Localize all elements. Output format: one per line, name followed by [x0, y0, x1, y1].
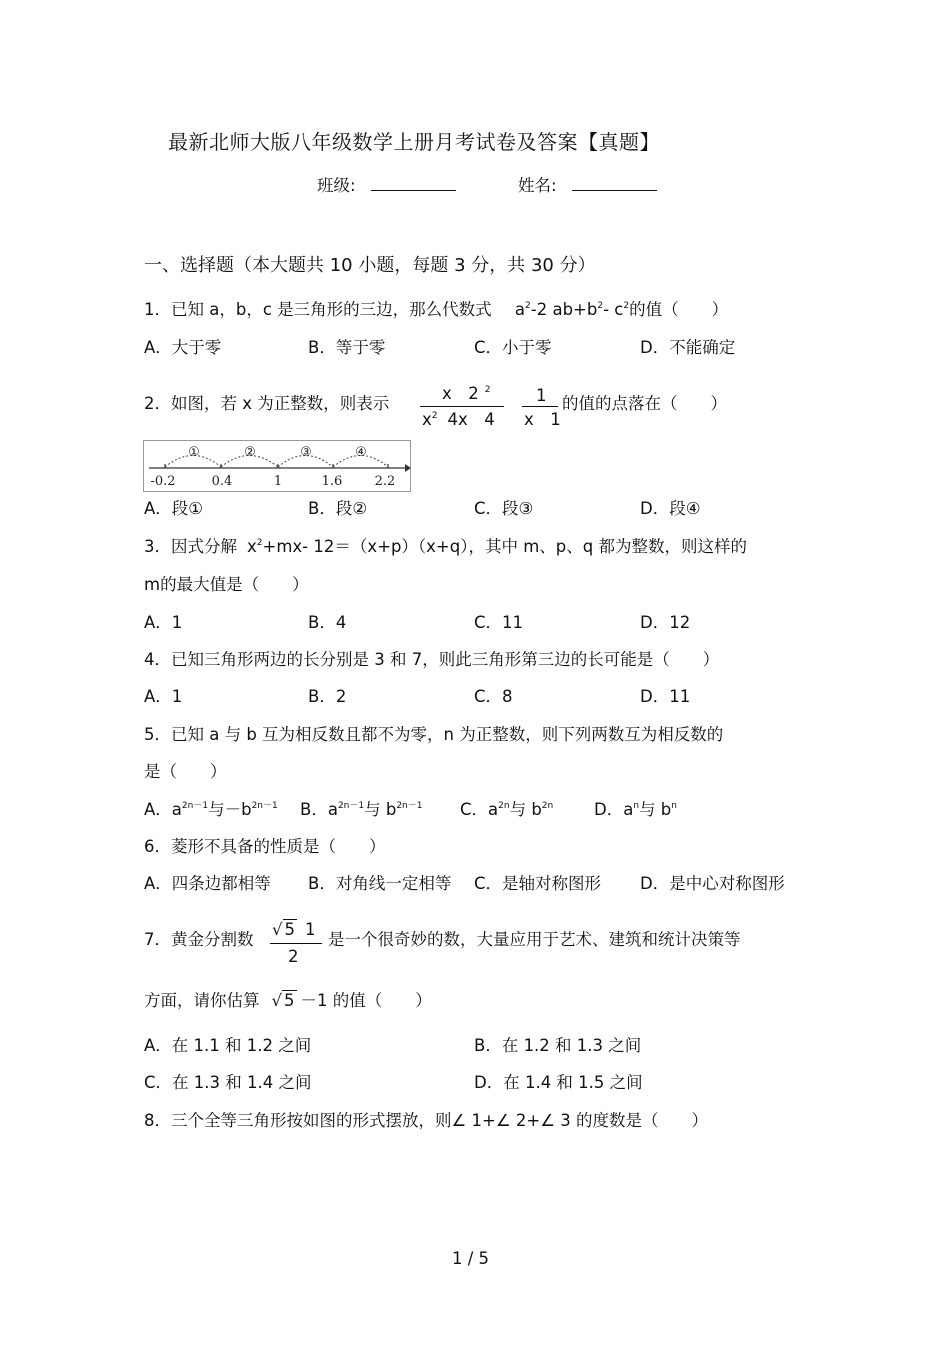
- name-field: [518, 176, 657, 195]
- q3-option-d: D．12: [640, 613, 691, 632]
- q3-option-b: B．4: [308, 613, 347, 632]
- q7-option-a: A．在 1.1 和 1.2 之间: [144, 1036, 312, 1055]
- q5-option-a: A．$a^{2n-1}$与$-b^{2n-1}$: [144, 800, 278, 819]
- q2-option-a: A．段①: [144, 499, 204, 518]
- number-line-figure: [143, 440, 411, 492]
- q1-option-d: D．不能确定: [640, 338, 736, 357]
- name-label: 姓名:: [518, 176, 557, 195]
- q6-option-b: B．对角线一定相等: [308, 874, 452, 893]
- q5-line-2: 是（ ）: [144, 762, 227, 781]
- q5-option-d: D．$a^n$与 $b^n$: [594, 800, 677, 819]
- sqrt-symbol: √ 5: [271, 991, 295, 1010]
- q6-option-d: D．是中心对称图形: [640, 874, 785, 893]
- class-label: 班级:: [317, 176, 356, 195]
- q1-option-c: C．小于零: [474, 338, 552, 357]
- q4-option-d: D．11: [640, 687, 691, 706]
- q2-option-b: B．段②: [308, 499, 368, 518]
- class-field: [317, 176, 456, 195]
- q1-option-a: A．大于零: [144, 338, 222, 357]
- page-number: 1 / 5: [452, 1249, 490, 1268]
- q2-option-c: C．段③: [474, 499, 534, 518]
- q3-option-a: A．1: [144, 613, 183, 632]
- tick-label: 1.6: [321, 474, 343, 489]
- q1-expression: $a^2-2$ $ab+b^2-$ $c^2$: [514, 300, 630, 319]
- tick-label: 1: [273, 474, 283, 489]
- tick-label: -0.2: [150, 474, 176, 489]
- q1-stem-end: 的值（ ）: [629, 300, 729, 319]
- question-1: [144, 302, 728, 319]
- segment-label-1: ①: [188, 445, 200, 460]
- name-blank: [572, 176, 657, 191]
- tick-label: 0.4: [211, 474, 233, 489]
- q6-option-c: C．是轴对称图形: [474, 874, 602, 893]
- question-8: 8．三个全等三角形按如图的形式摆放，则∠ 1+∠ 2+∠ 3 的度数是（ ）: [144, 1111, 708, 1130]
- question-3: 3．因式分解 $x^2+mx-$ 12＝（x+p）（x+q），其中 m、p、q 都为整数，则这样的: [144, 537, 747, 556]
- q7-line-2: 方面，请你估算 √ 5 －1 的值（ ）: [144, 991, 432, 1010]
- q7-option-c: C．在 1.3 和 1.4 之间: [144, 1073, 312, 1092]
- q2-stem: 2．如图，若 x 为正整数，则表示: [144, 394, 390, 413]
- q4-option-c: C．8: [474, 687, 513, 706]
- segment-label-2: ②: [244, 445, 256, 460]
- q5-option-b: B．$a^{2n-1}$与 $b^{2n-1}$: [300, 800, 423, 819]
- q2-fraction-2: 1 x 1: [524, 386, 561, 429]
- q4-option-b: B．2: [308, 687, 347, 706]
- sqrt-symbol: √ 5: [272, 920, 296, 939]
- section-heading: 一、选择题（本大题共 10 小题，每题 3 分，共 30 分）: [144, 255, 596, 276]
- page-title: 最新北师大版八年级数学上册月考试卷及答案【真题】: [168, 130, 660, 154]
- class-blank: [371, 176, 456, 191]
- question-5: 5．已知 a 与 b 互为相反数且都不为零，n 为正整数，则下列两数互为相反数的: [144, 725, 724, 744]
- question-4: 4．已知三角形两边的长分别是 3 和 7，则此三角形第三边的长可能是（ ）: [144, 650, 720, 669]
- tick-label: 2.2: [374, 474, 396, 489]
- q2-fraction-1: x 2 $^2$ $x^2$ 4x 4: [420, 378, 506, 430]
- q7-option-d: D．在 1.4 和 1.5 之间: [474, 1073, 643, 1092]
- q6-option-a: A．四条边都相等: [144, 874, 271, 893]
- q4-option-a: A．1: [144, 687, 183, 706]
- q7-stem-end: 是一个很奇妙的数，大量应用于艺术、建筑和统计决策等: [328, 930, 741, 949]
- question-6: 6．菱形不具备的性质是（ ）: [144, 837, 386, 856]
- q3-line-2: m的最大值是（ ）: [144, 575, 309, 594]
- q3-option-c: C．11: [474, 613, 524, 632]
- q1-stem: 1．已知 a，b，c 是三角形的三边，那么代数式: [144, 300, 492, 319]
- q5-option-c: C．$a^{2n}$与 $b^{2n}$: [460, 800, 554, 819]
- q1-option-b: B．等于零: [308, 338, 386, 357]
- segment-label-4: ④: [355, 445, 367, 460]
- q2-option-d: D．段④: [640, 499, 701, 518]
- q7-fraction: √ 5 1 2: [270, 918, 326, 968]
- q7-stem: 7．黄金分割数: [144, 930, 254, 949]
- q2-stem-end: 的值的点落在（ ）: [562, 394, 727, 413]
- segment-label-3: ③: [300, 445, 312, 460]
- q7-option-b: B．在 1.2 和 1.3 之间: [474, 1036, 642, 1055]
